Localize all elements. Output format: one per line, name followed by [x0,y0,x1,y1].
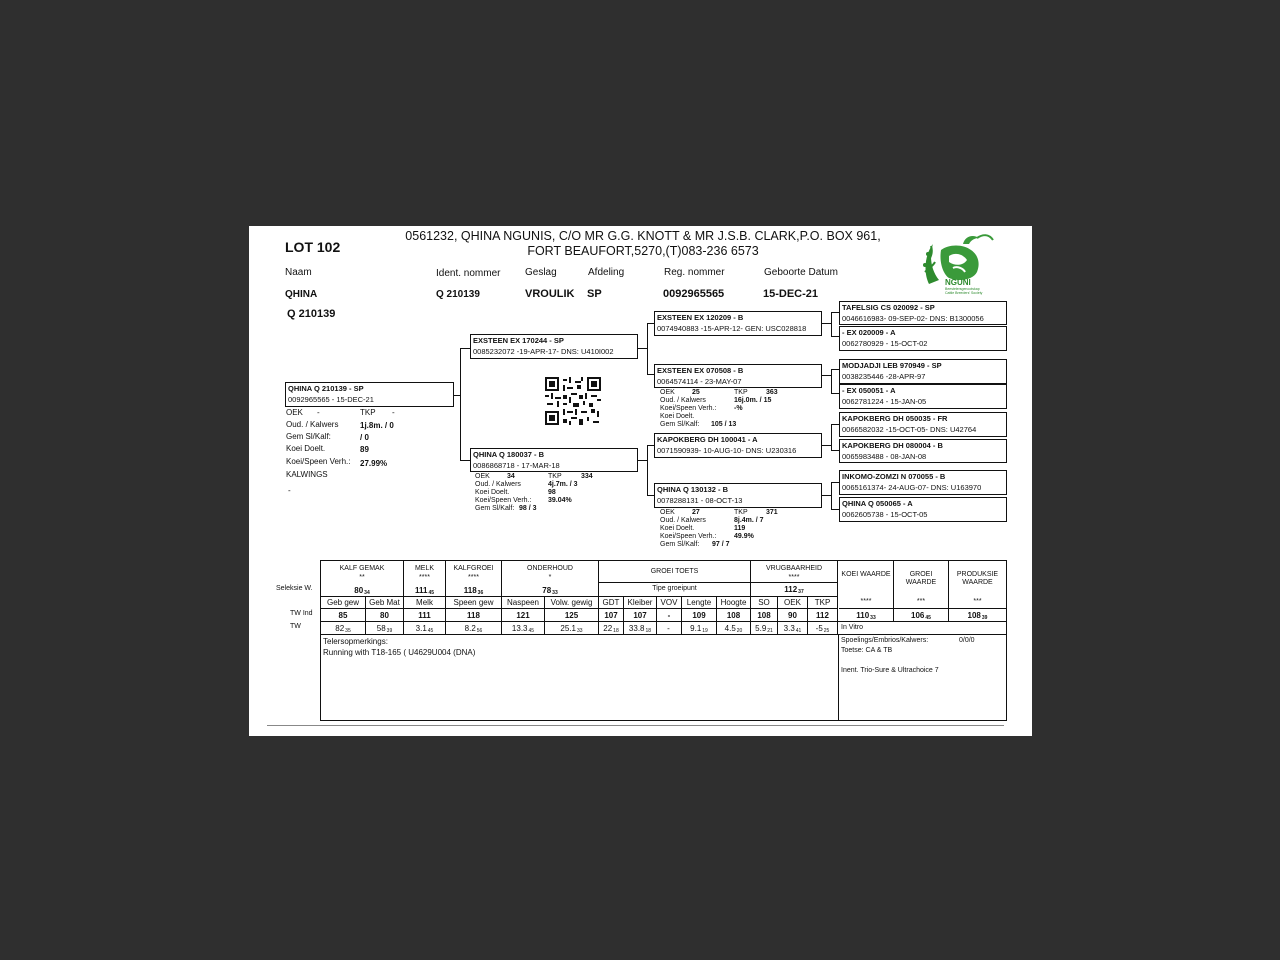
dam-tkp: 334 [581,473,593,480]
self-gem: / 0 [360,433,369,442]
connector [831,369,832,394]
connector [460,460,470,461]
connector [460,348,461,461]
sire-dam-verh: -% [734,405,743,412]
twind-cell: 80 [380,611,389,620]
tw-cell: $3.1_{45}$ [415,624,434,634]
connector [831,312,839,313]
twind-cell: 107 [633,611,647,620]
animal-ident: Q 210139 [436,289,480,300]
group-onderhoud: ONDERHOUD [527,565,573,572]
tw-cell: - [667,624,670,633]
ggp-box-3: MODJADJI LEB 970949 - SP 0038235446 -28-APR-97 [839,359,1007,384]
twind-cell: 108 [757,611,771,620]
col-oek: OEK [784,598,801,607]
dam-gem: 98 / 3 [519,505,537,512]
twind-cell: - [667,611,671,620]
qr-code-icon [545,377,601,425]
connector [831,369,839,370]
twind-cell: 111 [418,611,431,620]
connector [647,445,648,496]
sire-dam-oud: 16j.0m. / 15 [734,397,772,404]
header-geboorte: Geboorte Datum [764,267,838,278]
row-label-tw: TW [290,623,301,630]
owner-address [383,229,903,259]
animal-name-id: Q 210139 [287,308,336,320]
col-hoogte: Hoogte [720,598,747,607]
dam-dam-name: QHINA Q 130132 - B [657,485,728,494]
sel-groei: $106_{45}$ [911,611,931,621]
col-kleiber: Kleiber [627,598,653,607]
grid-line [837,560,838,634]
twind-cell: 125 [564,611,579,620]
twind-cell: 85 [338,611,348,620]
header-afdeling: Afdeling [588,267,625,278]
dam-sire-box [654,433,822,458]
toetse: Toetse: CA & TB [841,647,893,654]
sel-koei: $110_{33}$ [856,611,876,621]
dam-dam-tkp-label: TKP [734,509,748,516]
dam-sire-reg: 0071590939- 10-AUG-10- DNS: U230316 [657,446,797,455]
bottom-rule [267,725,1004,726]
connector [831,424,832,451]
twind-cell: 118 [467,611,480,620]
row-label-seleksie: Seleksie W. [276,585,313,592]
connector [647,374,654,375]
connector [831,393,839,394]
qr-code [545,377,601,425]
sel-melk: $111_{45}$ [414,586,435,596]
self-oud: 1j.8m. / 0 [360,421,394,430]
nguni-logo [919,232,997,296]
self-oek: - [317,408,320,417]
connector [831,509,839,510]
ggp-box-4: - EX 050051 - A 0062781224 - 15-JAN-05 [839,384,1007,409]
dam-reg: 0086868718 - 17-MAR-18 [473,461,560,470]
grid-line [598,582,750,583]
sel-kalfgroei: $118_{36}$ [463,586,484,596]
dam-oud: 4j.7m. / 3 [548,481,578,488]
owner-line-2: FORT BEAUFORT,5270,(T)083-236 6573 [527,244,759,258]
sire-dam-stats-labels: OEK Oud. / Kalwers Koei/Speen Verh.: Koei Doelt. Gem Sl/Kalf: [660,389,717,428]
dam-sire-name: KAPOKBERG DH 100041 - A [657,435,758,444]
connector [831,482,832,510]
sel-onderhoud: $78_{33}$ [542,586,558,596]
self-doelt: 89 [360,445,369,454]
tw-cell: $58_{39}$ [376,624,393,634]
group-tipe-groeipunt: Tipe groeipunt [652,585,697,592]
tw-cell: $13.3_{45}$ [511,624,535,634]
connector [647,323,648,375]
group-produksie-waarde: PRODUKSIE WAARDE [956,571,999,586]
tw-cell: $82_{35}$ [335,624,351,634]
lot-card [249,226,1032,736]
grid-line [839,608,1007,609]
dam-dam-oud: 8j.4m. / 7 [734,517,764,524]
twind-cell: 107 [604,611,618,620]
sire-sire-reg: 0074940883 -15-APR-12- GEN: USC028818 [657,324,807,333]
owner-line-1: 0561232, QHINA NGUNIS, C/O MR G.G. KNOTT & MR J.S.B. CLARK,P.O. BOX 961, [405,229,881,243]
logo-name: NGUNI [945,278,971,287]
self-reg: 0092965565 - 15-DEC-21 [288,395,374,404]
sire-dam-name: EXSTEEN EX 070508 - B [657,366,744,375]
self-verh: 27.99% [360,459,388,468]
tw-cell: $22_{18}$ [603,624,619,634]
self-name: QHINA Q 210139 - SP [288,384,364,393]
sire-dam-tkp-label: TKP [734,389,748,396]
tw-cell: $9.1_{19}$ [690,624,708,634]
animal-reg-number: 0092965565 [663,288,725,300]
animal-name: QHINA [285,289,318,300]
group-koei-waarde: KOEI WAARDE [841,571,891,578]
connector [831,450,839,451]
stars-koei: **** [860,598,872,605]
header-reg: Reg. nommer [664,267,725,278]
dam-stats-labels: OEK Oud. / Kalwers Koei Doelt. Koei/Speen Verh.: Gem Sl/Kalf: [475,473,532,512]
dam-oek: 34 [507,473,515,480]
col-volw-gewig: Volw. gewig [550,598,593,607]
inent: Inent. Trio-Sure & Ultrachoice 7 [841,667,939,674]
ggp-box-7: INKOMO-ZOMZI N 070055 - B 0065161374- 24-AUG-07- DNS: U163970 [839,470,1007,495]
twind-cell: 112 [816,611,829,620]
stars-melk: **** [419,574,430,581]
connector [831,312,832,337]
connector [831,336,839,337]
in-vitro: In Vitro [841,624,864,631]
connector [647,445,654,446]
ggp-box-8: QHINA Q 050065 - A 0062605738 - 15-OCT-05 [839,497,1007,522]
sire-sire-box [654,311,822,336]
sire-dam-reg: 0064574114 - 23-MAY-07 [657,377,742,386]
connector [460,348,470,349]
col-lengte: Lengte [686,598,712,607]
tw-cell: $5.9_{21}$ [755,624,773,634]
dam-box [470,448,638,472]
sire-dam-box [654,364,822,388]
stars-groei: *** [916,598,926,605]
connector [647,495,654,496]
col-naspeen: Naspeen [506,598,540,607]
grid-line [750,582,837,583]
sire-reg: 0085232072 -19-APR-17- DNS: U410I002 [473,347,614,356]
dam-verh: 39.04% [548,497,572,504]
col-so: SO [758,598,770,607]
stars-onderhoud: * [548,574,552,581]
remarks-text: Running with T18-165 ( U4629U004 (DNA) [323,648,476,657]
grid-line [320,608,837,609]
stars-kalf: ** [359,574,365,581]
dam-name: QHINA Q 180037 - B [473,450,544,459]
dam-dam-box [654,483,822,508]
sel-produksie: $108_{39}$ [967,611,988,621]
col-gdt: GDT [602,598,620,607]
col-tkp: TKP [814,598,831,607]
group-kalf-gemak: KALF GEMAK [339,565,385,572]
spoelings-label: Spoelings/Embrios/Kalwers: [841,637,929,644]
self-tkp: - [392,408,395,417]
logo-sub: Beestelersgenootskap Cattle Breeders' Society [945,287,983,295]
col-geb-gew: Geb gew [326,598,360,607]
ggp-box-2: - EX 020009 - A 0062780929 - 15-OCT-02 [839,326,1007,351]
dam-doelt: 98 [548,489,556,496]
dam-dam-gem: 97 / 7 [712,541,730,548]
group-groei-waarde: GROEI WAARDE [905,571,937,586]
dam-tkp-label: TKP [548,473,562,480]
animal-sex: VROULIK [525,288,575,300]
stars-kalfgroei: **** [468,574,479,581]
dam-dam-tkp: 371 [766,509,778,516]
row-label-twind: TW Ind [290,610,313,617]
self-stats-labels: OEK Oud. / Kalwers Gem Sl/Kalf: Koei Doelt. Koei/Speen Verh.: KALWINGS [286,408,351,479]
tw-cell: $-5_{25}$ [815,624,830,634]
header-ident: Ident. nommer [436,268,501,279]
stars-vrug: **** [788,574,800,581]
ggp-box-5: KAPOKBERG DH 050035 - FR 0066582032 -15-OCT-05- DNS: U42764 [839,412,1007,437]
twind-cell: 108 [726,611,741,620]
remarks-title: Telersopmerkings: [323,637,388,646]
animal-section: SP [587,288,602,300]
dam-dam-stats-labels: OEK Oud. / Kalwers Koei Doelt. Koei/Speen Verh.: Gem Sl/Kalf: [660,509,717,548]
group-vrugbaarheid: VRUGBAARHEID [765,565,822,572]
stars-produksie: *** [973,598,982,605]
animal-birth-date: 15-DEC-21 [763,288,819,300]
sire-name: EXSTEEN EX 170244 - SP [473,336,564,345]
tw-cell: $25.1_{33}$ [560,624,583,634]
sel-vrug: $112_{37}$ [784,585,804,595]
spoelings-value: 0/0/0 [959,637,975,644]
col-vov: VOV [660,598,678,607]
group-kalfgroei: KALFGROEI [453,565,494,572]
sire-dam-oek: 25 [692,389,700,396]
dam-dam-verh: 49.9% [734,533,754,540]
sire-dam-tkp: 363 [766,389,778,396]
self-tkp-label: TKP [360,408,376,417]
col-speen-gew: Speen gew [453,598,494,607]
twind-cell: 90 [788,611,797,620]
group-groei-toets: GROEI TOETS [650,568,699,575]
header-naam: Naam [285,267,312,278]
twind-cell: 121 [516,611,530,620]
ggp-box-1: TAFELSIG CS 020092 - SP 0046616983- 09-SEP-02- DNS: B1300056 [839,301,1007,325]
sel-kalf: $80_{34}$ [354,586,370,596]
tw-cell: $33.8_{18}$ [628,624,652,634]
connector [831,482,839,483]
self-box [285,382,454,407]
col-geb-mat: Geb Mat [369,598,400,607]
ggp-box-6: KAPOKBERG DH 080004 - B 0065983488 - 08-JAN-08 [839,439,1007,463]
tw-cell: $4.5_{20}$ [724,624,743,634]
dam-dam-reg: 0078288131 - 08-OCT-13 [657,496,743,505]
connector [647,323,654,324]
header-geslag: Geslag [525,267,557,278]
lot-number: LOT 102 [285,239,341,255]
grid-line [838,634,839,721]
tw-cell: $3.3_{41}$ [783,624,802,634]
twind-cell: 109 [692,611,706,620]
sire-box [470,334,638,359]
self-kalwings: - [288,486,291,495]
dam-dam-oek: 27 [692,509,700,516]
tw-cell: $8.2_{56}$ [464,624,483,634]
dam-dam-doelt: 119 [734,525,746,532]
sire-sire-name: EXSTEEN EX 120209 - B [657,313,744,322]
connector [831,424,839,425]
col-melk: Melk [416,598,433,607]
sire-dam-gem: 105 / 13 [711,421,737,428]
group-melk: MELK [414,565,435,572]
